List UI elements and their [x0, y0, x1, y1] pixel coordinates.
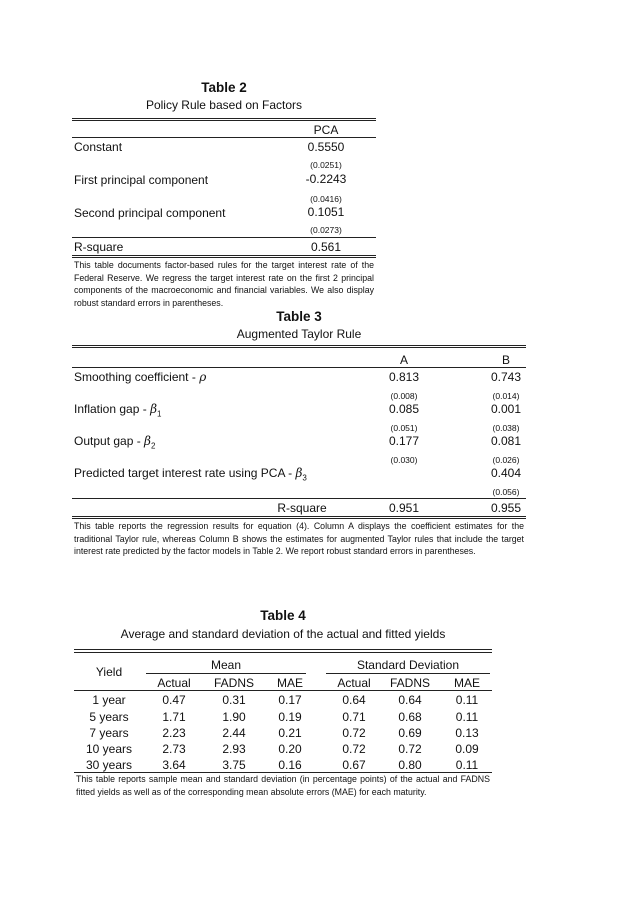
table2-top-rule [72, 118, 376, 119]
table3-se-b: (0.014) [492, 391, 520, 401]
table4-cell: 3.64 [162, 758, 186, 772]
table2-row-value: 0.1051 [307, 205, 345, 219]
table2-rsq-rule [72, 237, 376, 238]
table2-row-se: (0.0416) [310, 194, 342, 204]
table4-cell: 1.90 [222, 710, 246, 724]
subscript: 3 [302, 473, 307, 483]
beta-symbol: β [144, 434, 151, 448]
table4-yield-cell: 1 year [92, 693, 126, 707]
table4-subtitle: Average and standard deviation of the actual and fitted yields [120, 627, 446, 641]
table3-row-label-text: Smoothing coefficient - [74, 370, 200, 384]
table3-col-b: B [501, 353, 510, 367]
table3-title: Table 3 [276, 309, 322, 324]
table4-sub-header: Actual [337, 676, 371, 690]
beta-symbol: β [150, 402, 157, 416]
table4-cell: 0.17 [278, 693, 302, 707]
table2-bottom-rule-2 [72, 257, 376, 258]
table4-yield-cell: 30 years [85, 758, 133, 772]
table3-value-b: 0.001 [490, 402, 522, 416]
subscript: 1 [157, 409, 162, 419]
table2-rsq-label: R-square [74, 240, 124, 254]
rho-symbol: ρ [199, 370, 207, 384]
table3-value-a: 0.177 [388, 434, 420, 448]
table4-sub-header: FADNS [213, 676, 254, 690]
table4-group-sd-rule [326, 673, 490, 674]
table4-sub-header: Actual [157, 676, 191, 690]
table4-yield-header: Yield [95, 665, 123, 679]
table3-rsq-b: 0.955 [490, 501, 522, 515]
table3-bottom-rule [72, 516, 526, 517]
beta-symbol: β [295, 466, 303, 480]
table2-rsq-value: 0.561 [310, 240, 342, 254]
table2-row-label: Second principal component [74, 206, 226, 220]
table3-bottom-rule-2 [72, 518, 526, 519]
table3-se-b: (0.038) [492, 423, 520, 433]
table4-cell: 0.64 [342, 693, 366, 707]
table4-cell: 0.72 [342, 726, 366, 740]
table3-col-a: A [399, 353, 408, 367]
table3-value-a: 0.813 [388, 370, 420, 384]
table3-se-a: (0.030) [390, 455, 418, 465]
table3-rsq-label: R-square [277, 501, 327, 515]
table4-cell: 0.80 [398, 758, 422, 772]
table2-header-rule [72, 137, 376, 138]
table3-row-label [74, 402, 161, 418]
table4-cell: 0.21 [278, 726, 302, 740]
table3-value-a: 0.085 [388, 402, 420, 416]
table4-cell: 0.68 [398, 710, 422, 724]
table2-top-rule-2 [72, 120, 376, 121]
table4-cell: 2.44 [222, 726, 246, 740]
table4-cell: 0.71 [342, 710, 366, 724]
table4-header-rule [74, 690, 492, 691]
table3-note: This table reports the regression results for equation (4). Column A displays the coefficient estimates for the traditional Taylor rule, whereas Column B shows the estimates for augmented Taylor rules that include the target interest rate predicted by the factor models in Table 2. We report robust standard errors in parentheses. [74, 521, 524, 556]
table4-cell: 0.64 [398, 693, 422, 707]
table3-se-a: (0.051) [390, 423, 418, 433]
table4-cell: 0.19 [278, 710, 302, 724]
table2-row-value: -0.2243 [305, 172, 347, 186]
table4-cell: 0.47 [162, 693, 186, 707]
table4-cell: 0.72 [398, 742, 422, 756]
table2-row-se: (0.0273) [310, 225, 342, 235]
table3-row-label-text: Predicted target interest rate using PCA - [74, 466, 296, 480]
table2-title: Table 2 [201, 80, 247, 95]
table3-value-b: 0.743 [490, 370, 522, 384]
table3-row-label-text: Output gap - [74, 434, 145, 448]
table3-row-label [74, 370, 206, 386]
table3-rsq-a: 0.951 [388, 501, 420, 515]
table3-se-b: (0.056) [492, 487, 520, 497]
table4-cell: 0.11 [455, 758, 479, 772]
table4-group-sd: Standard Deviation [356, 658, 460, 672]
table4-sub-header: MAE [276, 676, 303, 690]
table3-rsq-rule [72, 498, 526, 499]
table4-cell: 3.75 [222, 758, 246, 772]
subscript: 2 [150, 441, 156, 451]
table4-cell: 0.13 [455, 726, 479, 740]
table2-bottom-rule [72, 255, 376, 256]
table4-yield-cell: 10 years [85, 742, 133, 756]
table3-se-a: (0.008) [390, 391, 418, 401]
table4-cell: 0.09 [455, 742, 479, 756]
table4-top-rule [74, 649, 492, 650]
table4-cell: 0.20 [278, 742, 302, 756]
table4-cell: 2.73 [162, 742, 186, 756]
table2-row-label: Constant [74, 140, 123, 154]
table4-cell: 0.16 [278, 758, 302, 772]
table3-value-b: 0.081 [490, 434, 522, 448]
table4-cell: 0.69 [398, 726, 422, 740]
table4-cell: 2.23 [162, 726, 186, 740]
table2-row-label: First principal component [74, 173, 209, 187]
table4-sub-header: FADNS [389, 676, 430, 690]
table3-se-b: (0.026) [492, 455, 520, 465]
table4-cell: 0.31 [222, 693, 246, 707]
table3-row-label-text: Inflation gap - [74, 402, 151, 416]
table2-note: This table documents factor-based rules for the target interest rate of the Federal Reserve. We regress the target interest rate on the first 2 principal components of the macroeconomic and financial variables. We also display robust standard errors in parentheses. [74, 260, 374, 308]
table3-subtitle: Augmented Taylor Rule [236, 327, 362, 341]
table2-row-value: 0.5550 [307, 140, 345, 154]
table4-cell: 0.11 [455, 693, 479, 707]
table2-col-header: PCA [313, 123, 339, 137]
table4-yield-cell: 5 years [89, 710, 129, 724]
table4-cell: 0.11 [455, 710, 479, 724]
table4-title: Table 4 [260, 608, 306, 623]
table4-cell: 0.72 [342, 742, 366, 756]
table3-header-rule [72, 367, 526, 368]
table3-top-rule [72, 345, 526, 346]
table4-note: This table reports sample mean and standard deviation (in percentage points) of the actual and FADNS fitted yields as well as of the corresponding mean absolute errors (MAE) for each maturity. [76, 774, 490, 797]
table3-value-b: 0.404 [490, 466, 522, 480]
table3-top-rule-2 [72, 347, 526, 348]
table2-row-se: (0.0251) [310, 160, 342, 170]
table4-top-rule-2 [74, 652, 492, 653]
table3-row-label [74, 434, 155, 450]
table3-row-label [74, 466, 307, 482]
table4-group-mean: Mean [210, 658, 242, 672]
table4-group-mean-rule [146, 673, 306, 674]
table4-cell: 1.71 [162, 710, 186, 724]
table4-cell: 2.93 [222, 742, 246, 756]
table4-sub-header: MAE [453, 676, 480, 690]
table4-cell: 0.67 [342, 758, 366, 772]
table2-subtitle: Policy Rule based on Factors [145, 98, 303, 112]
table4-yield-cell: 7 years [89, 726, 129, 740]
